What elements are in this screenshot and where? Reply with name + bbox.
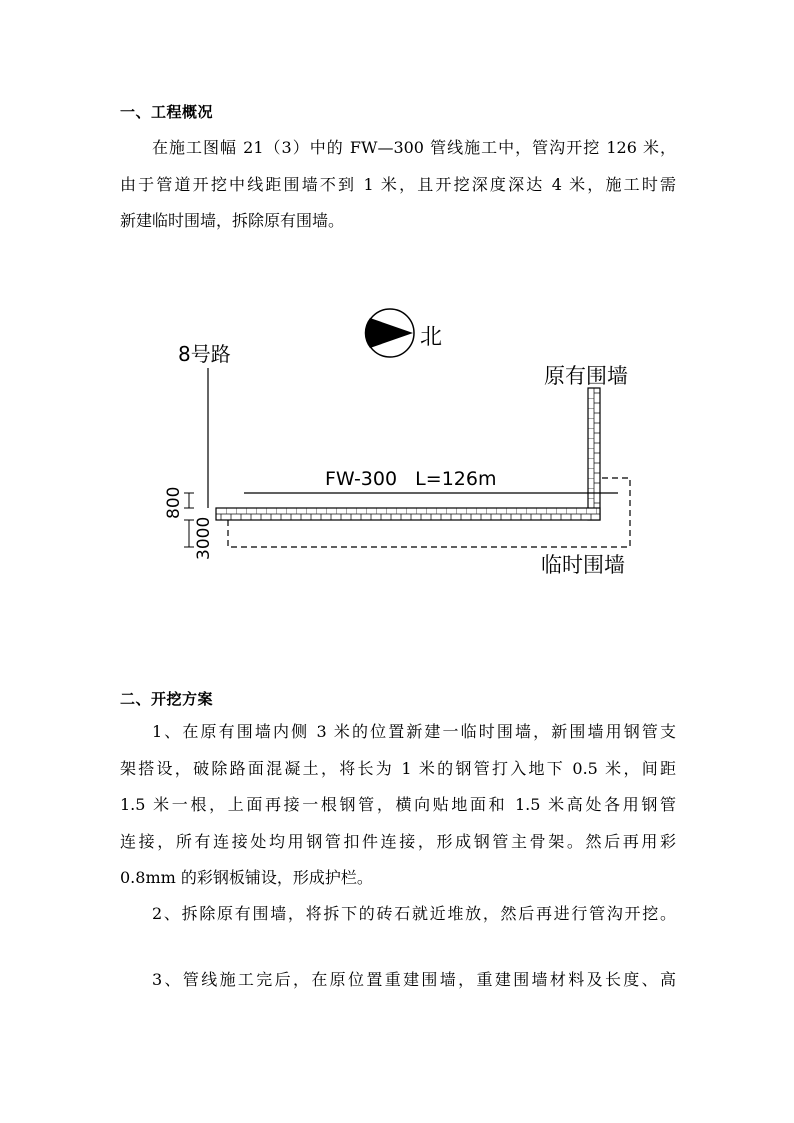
north-arrow-icon	[365, 309, 414, 357]
overview-line-3: 新建临时围墙，拆除原有围墙。	[120, 211, 345, 230]
temporary-wall-label: 临时围墙	[541, 553, 625, 577]
existing-wall-horizontal	[216, 508, 600, 520]
dimension-3000-label: 3000	[194, 516, 214, 560]
plan-paragraph-1	[120, 714, 676, 897]
dimension-3000	[184, 517, 214, 560]
pipe-label: FW-300 L=126m	[325, 468, 497, 490]
dimension-800-label: 800	[164, 486, 184, 519]
plan-p1-line-4: 连接，所有连接处均用钢管扣件连接，形成钢管主骨架。然后再用彩	[120, 831, 676, 851]
plan-p2-line-1: 2、拆除原有围墙，将拆下的砖石就近堆放，然后再进行管沟开挖。	[152, 904, 676, 923]
overview-line-1: 在施工图幅 21（3）中的 FW—300 管线施工中，管沟开挖 126 米，	[152, 138, 676, 157]
plan-paragraph-2	[120, 896, 676, 933]
plan-p1-line-3: 1.5 米一根，上面再接一根钢管，横向贴地面和 1.5 米高处各用钢管	[120, 795, 676, 814]
plan-p1-line-1: 1、在原有围墙内侧 3 米的位置新建一临时围墙，新围墙用钢管支	[152, 722, 676, 741]
road-label: 8号路	[178, 342, 231, 366]
section-heading-overview: 一、工程概况	[120, 103, 214, 121]
plan-paragraph-3	[120, 962, 676, 999]
section-heading-plan: 二、开挖方案	[120, 690, 214, 708]
overview-line-2: 由于管道开挖中线距围墙不到 1 米，且开挖深度深达 4 米，施工时需	[120, 174, 676, 194]
plan-p1-line-2: 架搭设，破除路面混凝土，将长为 1 米的钢管打入地下 0.5 米，间距	[120, 758, 676, 778]
existing-wall-vertical	[588, 388, 600, 520]
plan-p1-line-5: 0.8mm 的彩钢板铺设，形成护栏。	[120, 868, 373, 887]
north-label: 北	[420, 325, 443, 350]
plan-p3-line-1: 3、管线施工完后，在原位置重建围墙，重建围墙材料及长度、高	[152, 970, 676, 989]
existing-wall-label: 原有围墙	[544, 364, 628, 388]
dimension-800	[164, 487, 194, 519]
